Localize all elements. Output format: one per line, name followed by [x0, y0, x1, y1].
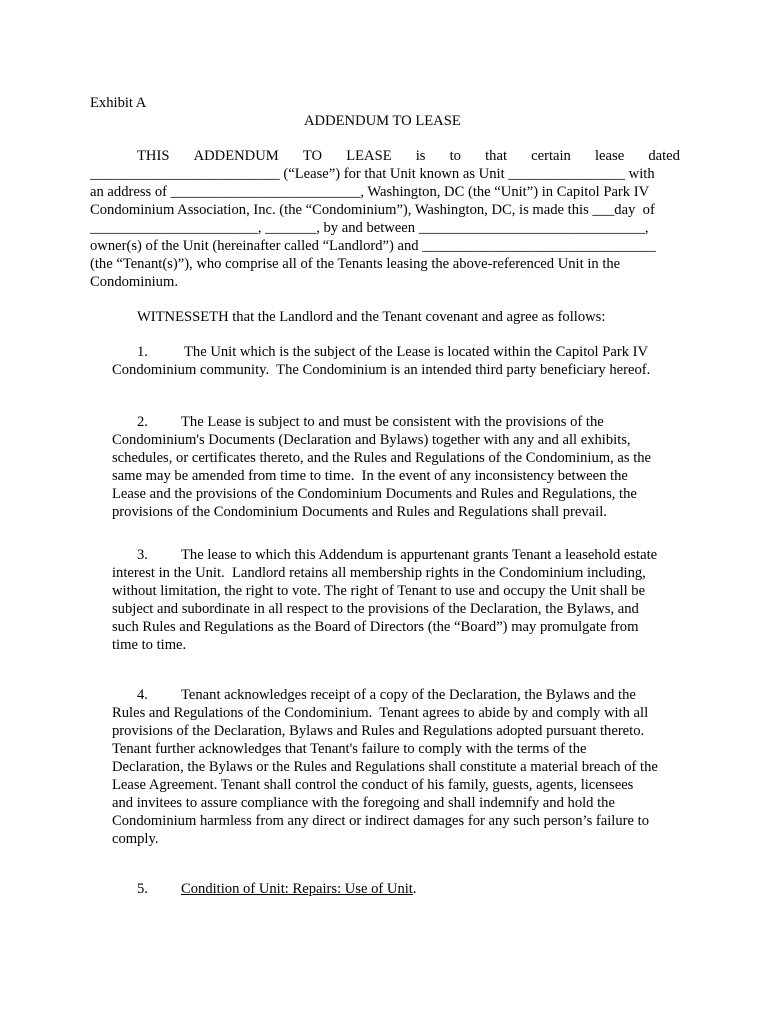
intro-line-4: Condominium Association, Inc. (the “Condominium”), Washington, DC, is made this ___day of: [90, 202, 655, 218]
intro-line-2: __________________________ (“Lease”) for that Unit known as Unit ________________ with: [90, 166, 655, 182]
paragraph-4-line: Tenant further acknowledges that Tenant's failure to comply with the terms of the: [112, 741, 587, 757]
paragraph-3-line: The lease to which this Addendum is appurtenant grants Tenant a leasehold estate: [181, 547, 658, 563]
intro-word: to: [449, 148, 461, 164]
paragraph-5-heading-line: [181, 880, 417, 898]
paragraph-4-line: Lease Agreement. Tenant shall control the conduct of his family, guests, agents, licensees: [112, 777, 634, 793]
intro-word: TO: [302, 148, 323, 164]
paragraph-3-line: subject and subordinate in all respect to the provisions of the Declaration, the Bylaws, and: [112, 601, 639, 617]
paragraph-4-line: provisions of the Declaration, Bylaws and Rules and Regulations adopted pursuant thereto.: [112, 723, 645, 739]
intro-line-1: [137, 147, 680, 165]
paragraph-2-line: The Lease is subject to and must be consistent with the provisions of the: [181, 414, 604, 430]
paragraph-4-line: Condominium harmless from any direct or indirect damages for any such person’s failure to: [112, 813, 649, 829]
intro-line-7: (the “Tenant(s)”), who comprise all of the Tenants leasing the above-referenced Unit in the: [90, 256, 621, 272]
intro-word: that: [485, 148, 508, 164]
paragraph-5-period: .: [412, 881, 417, 897]
document-title: ADDENDUM TO LEASE: [304, 113, 461, 129]
intro-word: LEASE: [346, 148, 392, 164]
paragraph-4-line: Declaration, the Bylaws or the Rules and Regulations shall constitute a material breach of the: [112, 759, 658, 775]
paragraph-4-line: and invitees to assure compliance with the foregoing and shall indemnify and hold the: [112, 795, 615, 811]
intro-line-6: owner(s) of the Unit (hereinafter called “Landlord”) and ________________________________: [90, 238, 656, 254]
paragraph-2-line: Condominium's Documents (Declaration and Bylaws) together with any and all exhibits,: [112, 432, 631, 448]
paragraph-1-number: 1.: [137, 344, 148, 360]
paragraph-4-line: Rules and Regulations of the Condominium. Tenant agrees to abide by and comply with all: [112, 705, 649, 721]
intro-word: lease: [595, 148, 625, 164]
paragraph-3-line: interest in the Unit. Landlord retains all membership rights in the Condominium including,: [112, 565, 646, 581]
paragraph-1-line: Condominium community. The Condominium is an intended third party beneficiary hereof.: [112, 362, 651, 378]
paragraph-3-number: 3.: [137, 547, 148, 563]
intro-word: certain: [531, 148, 571, 164]
paragraph-2-line: Lease and the provisions of the Condominium Documents and Rules and Regulations, the: [112, 486, 637, 502]
paragraph-4-line: comply.: [112, 831, 159, 847]
intro-line-5: _______________________, _______, by and between _______________________________,: [90, 220, 649, 236]
intro-line-8: Condominium.: [90, 274, 178, 290]
paragraph-2-line: same may be amended from time to time. In the event of any inconsistency between the: [112, 468, 628, 484]
paragraph-4-line: Tenant acknowledges receipt of a copy of the Declaration, the Bylaws and the: [181, 687, 636, 703]
paragraph-2-line: provisions of the Condominium Documents and Rules and Regulations shall prevail.: [112, 504, 607, 520]
intro-word: is: [415, 148, 426, 164]
paragraph-4-number: 4.: [137, 687, 148, 703]
paragraph-2-number: 2.: [137, 414, 148, 430]
paragraph-5-number: 5.: [137, 881, 148, 897]
paragraph-1-line: The Unit which is the subject of the Lease is located within the Capitol Park IV: [184, 344, 649, 360]
paragraph-5-heading: Condition of Unit: Repairs: Use of Unit: [181, 881, 413, 897]
intro-word: dated: [648, 148, 680, 164]
intro-word: ADDENDUM: [193, 148, 279, 164]
intro-line-3: an address of __________________________, Washington, DC (the “Unit”) in Capitol Park IV: [90, 184, 650, 200]
witnesseth-line: WITNESSETH that the Landlord and the Tenant covenant and agree as follows:: [137, 309, 606, 325]
intro-word: THIS: [137, 148, 170, 164]
paragraph-2-line: schedules, or certificates thereto, and the Rules and Regulations of the Condominium, as the: [112, 450, 652, 466]
paragraph-3-line: time to time.: [112, 637, 187, 653]
paragraph-3-line: such Rules and Regulations as the Board of Directors (the “Board”) may promulgate from: [112, 619, 639, 635]
exhibit-label: Exhibit A: [90, 95, 147, 111]
paragraph-3-line: without limitation, the right to vote. The right of Tenant to use and occupy the Unit shall be: [112, 583, 646, 599]
